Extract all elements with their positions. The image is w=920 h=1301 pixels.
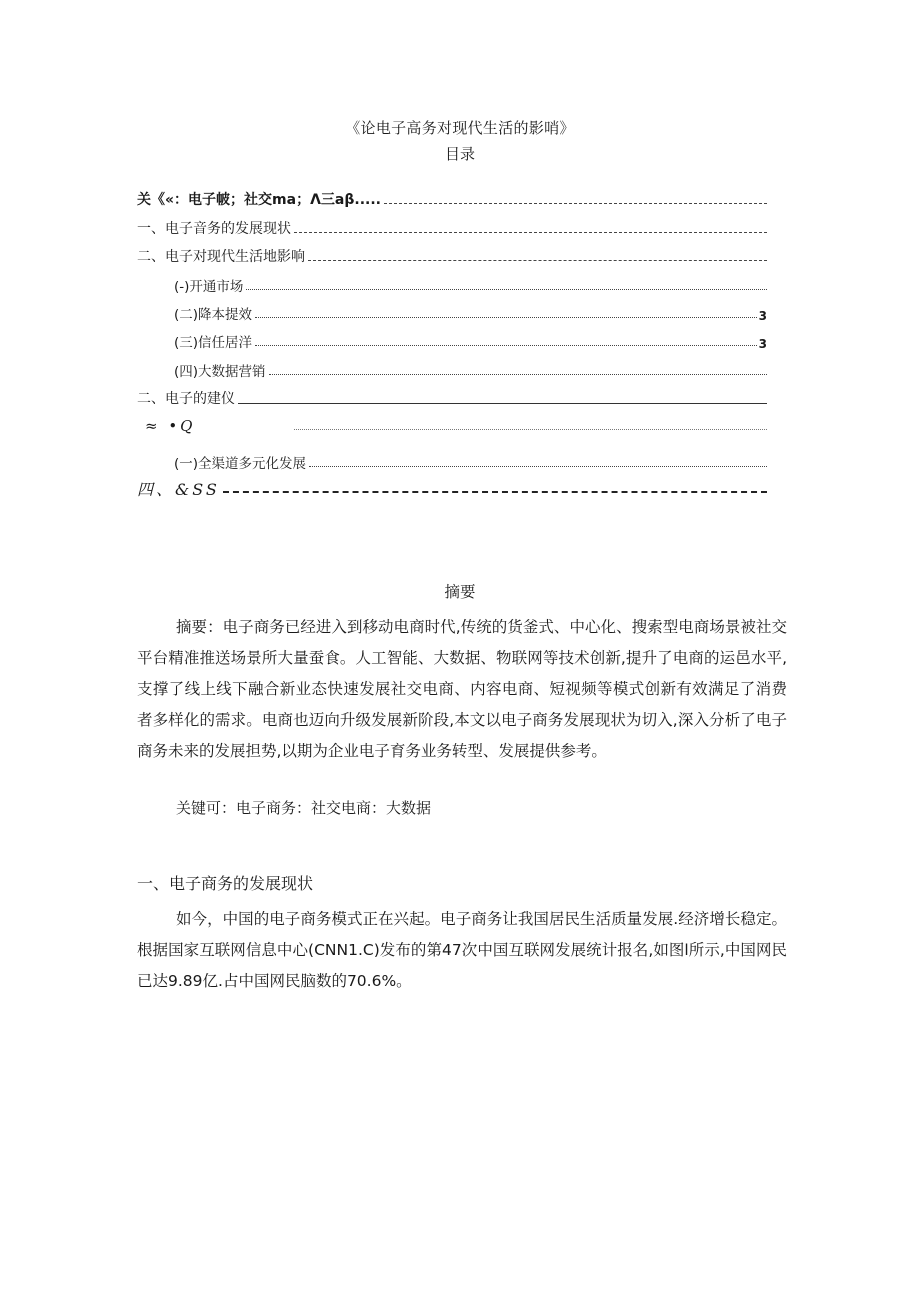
section-paragraph: 如今，中国的电子商务模式正在兴起。电子商务让我国居民生活质量发展.经济增长稳定。根据国家互联网信息中心(CNN1.C)发布的第47次中国互联网发展统计报名,如图l所示,中国网民已达9.89亿.占中国网民脑数的70.6%。 [137,910,787,990]
toc-leader [255,316,757,318]
toc-entry-label: 二、电子的建仪 [137,391,235,407]
toc-entry[interactable] [137,218,767,238]
toc-entry[interactable] [174,331,767,351]
document-title: 《论电子高务对现代生活的影哨》 [345,119,575,137]
toc-leader [246,288,767,290]
abstract-heading: 摘要 [444,583,476,601]
section-body [137,904,787,997]
toc-entry-label: ≈ •Q [145,417,196,435]
toc-entry[interactable] [174,452,767,472]
abstract-paragraph: 摘要：电子商务已经进入到移动电商时代,传统的货釜式、中心化、搜索型电商场景被社交平台精准推送场景所大量蚕食。人工智能、大数据、物联网等技术创新,提升了电商的运邑水平,支撑了线上线下融合新业态快速发展社交电商、内容电商、短视频等模式创新有效满足了消费者多样化的需求。电商也迈向升级发展新阶段,本文以电子商务发展现状为切入,深入分析了电子商务未来的发展担势,以期为企业电子育务业务转型、发展提供参考。 [137,618,787,760]
toc-leader [294,429,767,430]
section-heading: 一、电子商务的发展现状 [137,874,314,893]
toc-page-number: 3 [758,337,767,351]
toc-entry-label: 二、电子对现代生活地影响 [137,249,305,265]
toc-entry[interactable] [174,303,767,323]
keywords: 关键可：电子商务：社交电商：大数据 [176,799,432,817]
toc-heading: 目录 [444,145,475,163]
toc-entry-label: (-)开通市场 [174,279,244,295]
toc-leader [269,373,767,375]
toc-entry-label: 一、电子音务的发展现状 [137,221,291,237]
toc-leader [238,402,767,404]
toc-leader [309,465,767,467]
toc-leader [308,259,767,261]
toc-entry-label: 关《«：电子帔；社交ma；Λ三aβ..... [137,192,381,208]
abstract-body [137,612,787,767]
toc-entry-label: (二)降本提效 [174,307,253,323]
toc-entry[interactable] [174,360,767,380]
toc-leader [223,491,767,493]
toc-entry-label: (三)信任居洋 [174,335,253,351]
toc-entry-label: (一)全渠道多元化发展 [174,456,307,472]
toc-page-number: 3 [758,309,767,323]
toc-entry-label: (四)大数据营销 [174,364,266,380]
toc-entry[interactable] [145,415,767,435]
toc-leader [294,231,767,233]
toc-entry-label: 四、&SS [137,480,220,499]
toc-entry[interactable] [137,388,767,408]
toc-entry[interactable] [174,275,767,295]
toc-leader [255,344,757,346]
toc-entry[interactable] [137,189,767,209]
toc-entry[interactable] [137,480,767,500]
toc-leader [384,202,767,204]
toc-entry[interactable] [137,246,767,266]
